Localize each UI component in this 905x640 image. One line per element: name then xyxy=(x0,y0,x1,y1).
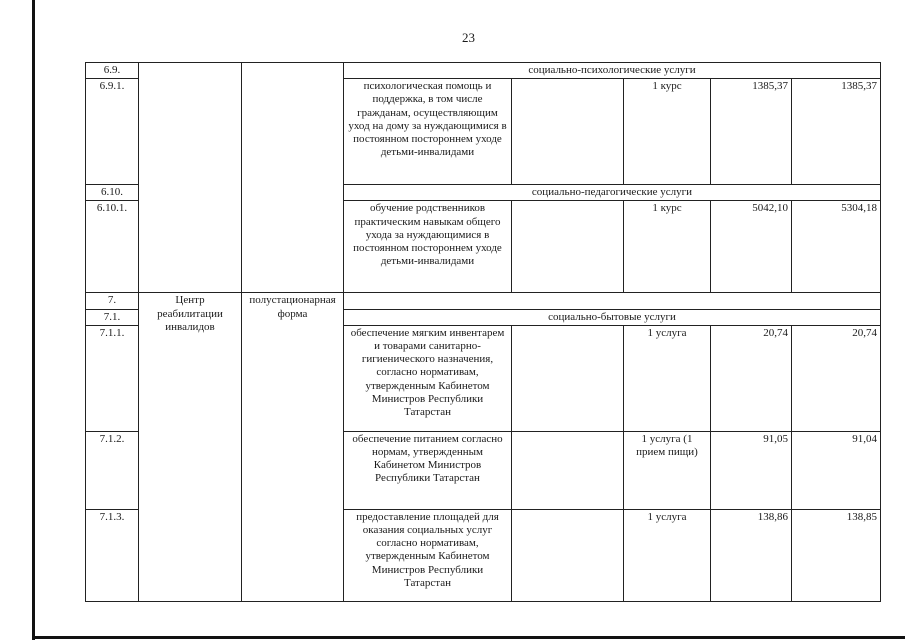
section-row xyxy=(86,63,881,79)
price-value: 5304,18 xyxy=(792,201,881,293)
service-description: психологическая помощь и поддержка, в том числе гражданам, осуществляющим уход на дому за нуждающимися в постоянном постороннем уходе детьми-инвалидами xyxy=(344,79,512,185)
section-number: 6.10. xyxy=(86,185,139,201)
service-form: полустационарная форма xyxy=(242,293,344,601)
empty-cell xyxy=(512,201,624,293)
scan-border-bottom xyxy=(32,636,905,639)
empty-cell xyxy=(344,293,881,309)
price-value: 138,86 xyxy=(711,509,792,601)
price-value: 20,74 xyxy=(792,325,881,431)
section-number: 7.1. xyxy=(86,309,139,325)
page-number: 23 xyxy=(462,30,475,45)
service-unit: 1 услуга xyxy=(624,325,711,431)
scan-border-left xyxy=(32,0,35,640)
service-description: предоставление площадей для оказания социальных услуг согласно нормативам, утвержденным Кабинетом Министров Республики Татарстан xyxy=(344,509,512,601)
row-number: 6.9.1. xyxy=(86,79,139,185)
section-title: социально-психологические услуги xyxy=(344,63,881,79)
section-title: социально-педагогические услуги xyxy=(344,185,881,201)
price-value: 138,85 xyxy=(792,509,881,601)
services-table xyxy=(85,62,881,602)
price-value: 91,04 xyxy=(792,431,881,509)
organization-name: Центр реабилитации инвалидов xyxy=(139,293,242,601)
price-value: 91,05 xyxy=(711,431,792,509)
section-number: 6.9. xyxy=(86,63,139,79)
row-number: 7.1.2. xyxy=(86,431,139,509)
service-description: обеспечение питанием согласно нормам, утвержденным Кабинетом Министров Республики Татарстан xyxy=(344,431,512,509)
row-number: 7.1.3. xyxy=(86,509,139,601)
price-value: 5042,10 xyxy=(711,201,792,293)
service-unit: 1 услуга (1 прием пищи) xyxy=(624,431,711,509)
row-number: 6.10.1. xyxy=(86,201,139,293)
price-value: 1385,37 xyxy=(711,79,792,185)
service-unit: 1 курс xyxy=(624,79,711,185)
empty-cell xyxy=(512,79,624,185)
org-cell-empty xyxy=(139,63,242,293)
price-value: 1385,37 xyxy=(792,79,881,185)
empty-cell xyxy=(512,325,624,431)
service-description: обучение родственников практическим навыкам общего ухода за нуждающимися в постоянном постороннем уходе детьми-инвалидами xyxy=(344,201,512,293)
service-unit: 1 услуга xyxy=(624,509,711,601)
empty-cell xyxy=(512,509,624,601)
form-cell-empty xyxy=(242,63,344,293)
row-number: 7. xyxy=(86,293,139,309)
price-value: 20,74 xyxy=(711,325,792,431)
section-title: социально-бытовые услуги xyxy=(344,309,881,325)
service-unit: 1 курс xyxy=(624,201,711,293)
org-row xyxy=(86,293,881,309)
service-description: обеспечение мягким инвентарем и товарами санитарно-гигиенического назначения, согласно нормативам, утвержденным Кабинетом Министров Республики Татарстан xyxy=(344,325,512,431)
empty-cell xyxy=(512,431,624,509)
row-number: 7.1.1. xyxy=(86,325,139,431)
